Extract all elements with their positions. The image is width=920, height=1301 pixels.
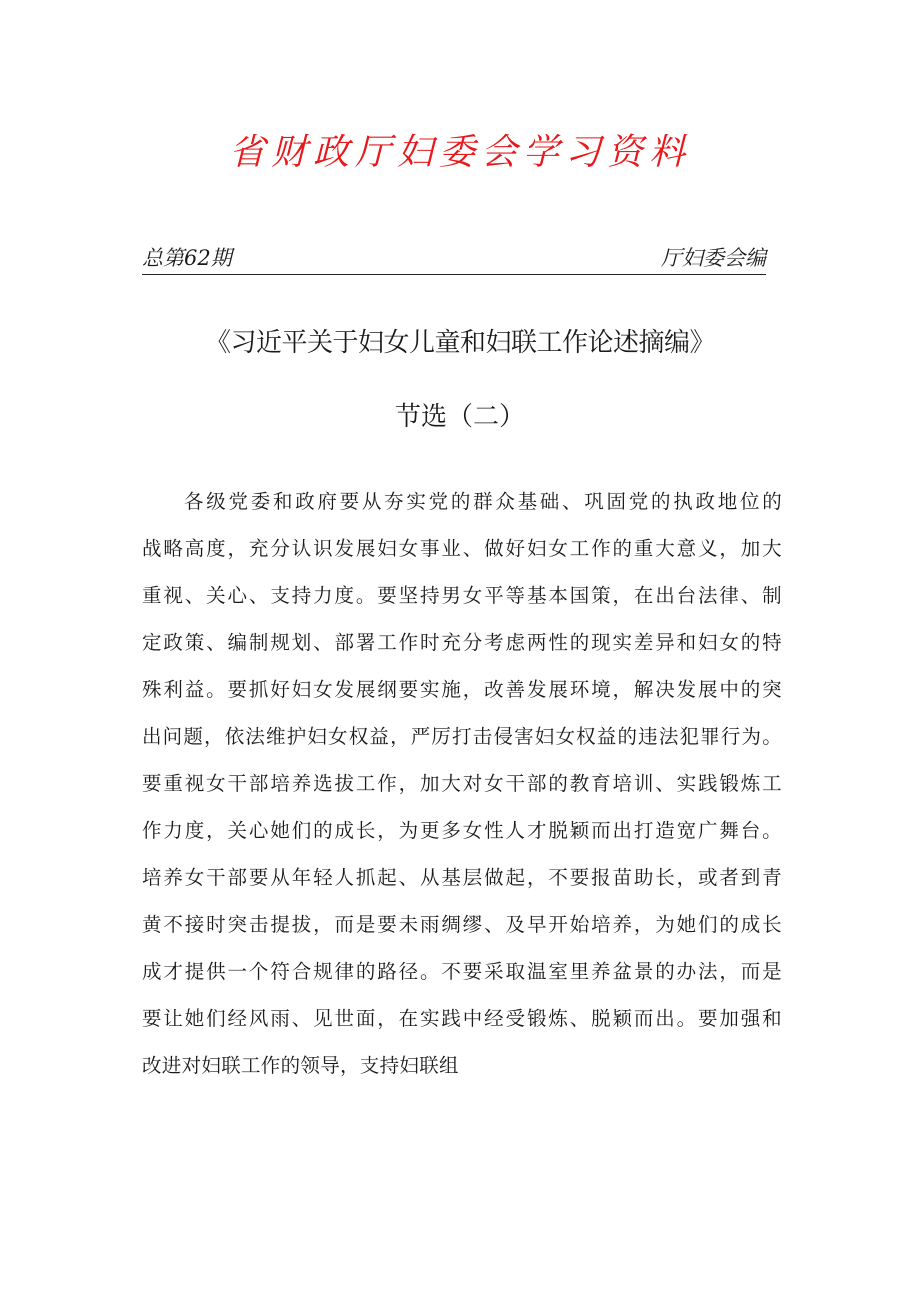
body-line: 殊利益。要抓好妇女发展纲要实施，改善发展环境，解决发展中的突: [142, 678, 782, 701]
masthead-title: 省财政厅妇委会学习资料: [228, 132, 691, 173]
body-line: 各级党委和政府要从夯实党的群众基础、巩固党的执政地位的: [184, 490, 782, 513]
body-line: 战略高度，充分认识发展妇女事业、做好妇女工作的重大意义，加大: [142, 537, 782, 560]
issue-number: 总第62期: [142, 246, 232, 270]
body-line: 重视、关心、支持力度。要坚持男女平等基本国策，在出台法律、制: [142, 584, 782, 607]
body-line: 黄不接时突击提拔，而是要未雨绸缪、及早开始培养，为她们的成长: [142, 913, 782, 936]
body-line: 出问题，依法维护妇女权益，严厉打击侵害妇女权益的违法犯罪行为。: [142, 725, 782, 748]
body-text: [142, 478, 782, 1089]
document-title: 《习近平关于妇女儿童和妇联工作论述摘编》: [204, 328, 715, 358]
document-subtitle: 节选（二）: [394, 402, 525, 432]
body-line: 培养女干部要从年轻人抓起、从基层做起，不要报苗助长，或者到青: [142, 866, 782, 889]
body-line: 作力度，关心她们的成长，为更多女性人才脱颖而出打造宽广舞台。: [142, 819, 782, 842]
body-line: 成才提供一个符合规律的路径。不要采取温室里养盆景的办法，而是: [142, 960, 782, 983]
body-line: 要让她们经风雨、见世面，在实践中经受锻炼、脱颖而出。要加强和: [142, 1007, 782, 1030]
editor-credit: 厅妇委会编: [661, 246, 766, 270]
body-line: 要重视女干部培养选拔工作，加大对女干部的教育培训、实践锻炼工: [142, 772, 782, 795]
body-line: 定政策、编制规划、部署工作时充分考虑两性的现实差异和妇女的特: [142, 631, 782, 654]
issue-line: [142, 244, 766, 275]
body-line: 改进对妇联工作的领导，支持妇联组: [142, 1054, 459, 1077]
